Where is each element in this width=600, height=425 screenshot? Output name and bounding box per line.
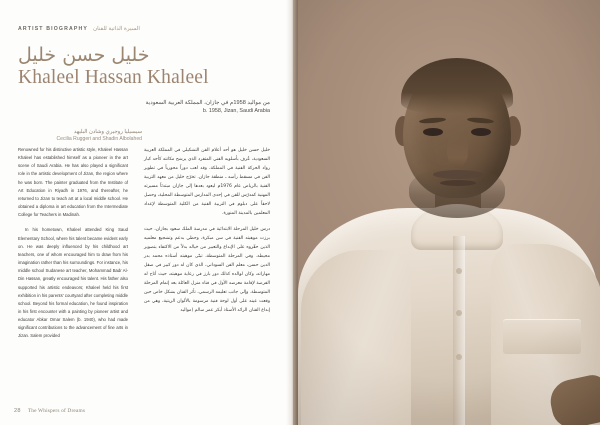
portrait-eye-right	[471, 128, 491, 136]
author-credit-english: Cecilia Ruggeri and Shadin Albolahed	[56, 136, 142, 143]
section-eyebrow	[18, 26, 270, 38]
birth-info-arabic: من مواليد 1958م في جازان، المملكة العربية السعودية	[145, 99, 270, 106]
body-paragraph: In his hometown, Khaleel attended King Saud Elementary School, where his talent became evident early on. He was deeply influenced by his childhood art teachers, one of whom encouraged him to draw from his imagination rather than his surroundings. For instance, his middle school Sudanese art teacher, Mohammad Badr Al-Din Hassan, greatly encouraged his talent. His father also supported his artistic endeavors; Khaleel held his first exhibition in his parents' courtyard after completing middle school. Beyond his formal education, he found inspiration in his first encounter with a painting by pioneer artist and educator Abkar Omar Salem (b. 1940), who had made significant contributions to the advancement of fine arts in Jizan. Salem provided	[18, 227, 128, 339]
artist-name-english: Khaleel Hassan Khaleel	[18, 66, 209, 88]
birth-info-english: b. 1958, Jizan, Saudi Arabia	[202, 108, 270, 115]
portrait-shoulder-left	[301, 250, 411, 425]
portrait-nose	[447, 134, 468, 168]
birth-info	[18, 99, 270, 116]
portrait-thobe-pocket	[503, 320, 581, 354]
author-credit	[18, 128, 142, 144]
portrait-button	[456, 268, 462, 274]
left-text-page	[0, 0, 293, 425]
body-columns	[18, 146, 270, 390]
section-label-english: ARTIST BIOGRAPHY	[18, 26, 88, 32]
body-column-arabic	[144, 146, 270, 390]
right-photo-page	[293, 0, 600, 425]
author-credit-arabic: سيسيليا روجيري وشادن البليهد	[73, 129, 142, 136]
body-paragraph: Renowned for his distinctive artistic style, Khaleel Hassan Khaleel has established himself as a pioneer in the art scene of Saudi Arabia. He has also played a significant role in the artistic development of Jizan, the region where he was born. The painter graduated from the Institute of Art Education in Riyadh in 1976, and thereafter, he returned to Jizan to teach art at a local middle school. He obtained a diploma in art education from the Intermediate College for Teachers in Madinah.	[18, 147, 128, 218]
portrait-button	[456, 310, 462, 316]
running-title: The Whispers of Dreams	[27, 408, 86, 414]
page-footer	[14, 408, 85, 414]
section-label-arabic: السيرة الذاتية للفنان	[93, 26, 140, 32]
artist-name-arabic: خليل حسن خليل	[18, 44, 150, 66]
portrait-eye-left	[423, 128, 443, 136]
portrait-placket	[453, 236, 465, 425]
page-header-block	[18, 26, 270, 144]
portrait-hair	[401, 58, 513, 114]
portrait-button	[456, 354, 462, 360]
artist-portrait	[293, 0, 600, 425]
body-paragraph: خليل حسن خليل هو أحد أعلام الفن التشكيلي في المملكة العربية السعودية، عُرف بأسلوبه الفني المتفرد الذي يرشح مكانته كأحد كبار رواد الحركة الفنية في المملكة، وقد لعب دوراً محورياً في تطوير الفن في مسقط رأسه ـ منطقة جازان. تخرّج خليل من معهد التربية الفنية بالرياض عام 1976م ليعود بعدها إلى جازان مبتدئاً مسيرته المهنية كمدرّس للفن في إحدى المدارس المتوسطة المحلية، وحصل لاحقاً على دبلوم في التربية الفنية من الكلية المتوسطة لإعداد المعلمين بالمدينة المنورة.	[144, 148, 270, 216]
page-number: 28	[14, 408, 21, 414]
body-paragraph: درس خليل المرحلة الابتدائية في مدرسة الملك سعود بجازان، حيث برزت موهبته الفنية في سن مبكرة، وحظي بدعم وتشجيع معلميه الذين حفّزوه على الإبداع والتعبير من خياله بدلاً من الاكتفاء بتصوير محيطه. وفي المرحلة المتوسطة، تبنّى موهبته أستاذه محمد بدر الدين حسن، معلم الفن السوداني، الذي كان له دور كبير في صقل مهاراته، وكان لوالده كذلك دور بارز في رعاية موهبته، حيث أتاح له الفرصة لإقامة معرضه الأول في فناء منزل العائلة بعد إتمام المرحلة المتوسطة. وإلى جانب تعليمه الرسمي، تأثر الفنان بشكل خاص حين وقعت عينه على أول لوحة فنية مرسومة بالألوان الزيتية، وهي من إبداع الفنان الرائد الأستاذ أبكر عمر سالم (مواليد	[144, 227, 270, 313]
portrait-mouth	[440, 180, 476, 186]
portrait-mustache	[433, 170, 483, 179]
body-column-english	[18, 146, 128, 390]
